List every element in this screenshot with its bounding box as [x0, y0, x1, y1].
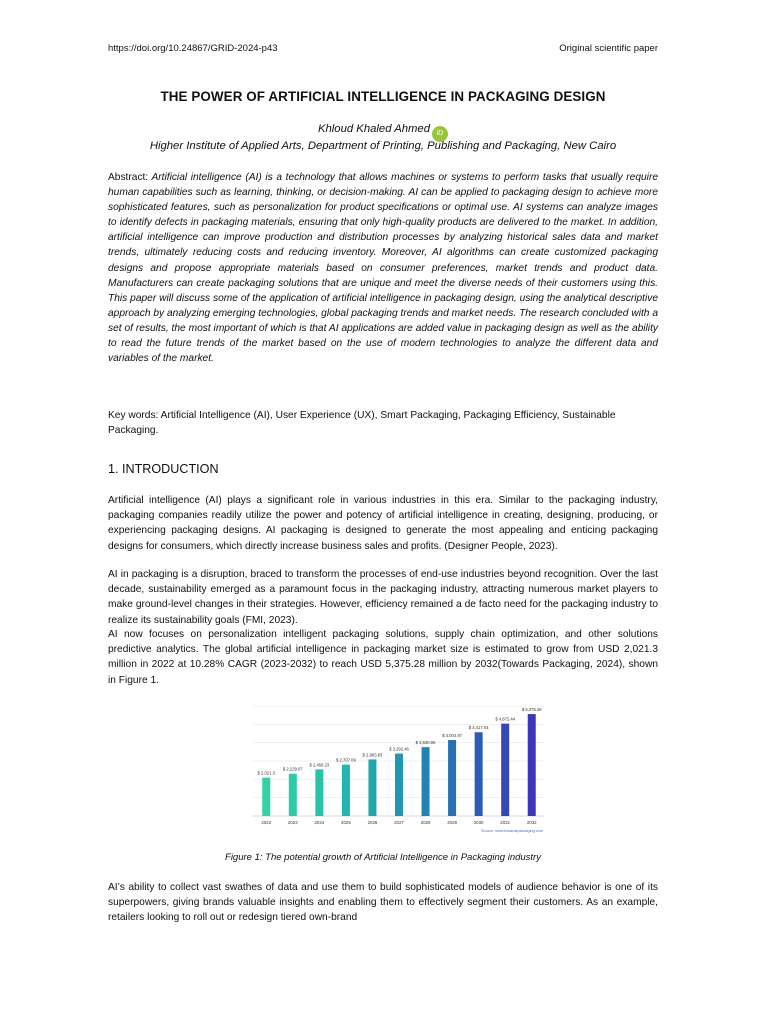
paragraph-1: Artificial intelligence (AI) plays a significant role in various industries in this era. Similar to the packaging industry, packaging companies readily utilize the power and potency of artificial intelligence in creating, designing, producing, or experiencing packaging designs. AI packaging is designed to generate the most appealing and enticing packaging designs for consumers, which directly increase business sales and profits. (Designer People, 2023). [108, 495, 658, 552]
x-tick-label: 2026 [367, 820, 378, 825]
page-header [108, 43, 658, 57]
data-label: $ 2,021.3 [257, 770, 276, 776]
data-label: $ 4,417.04 [468, 725, 489, 731]
x-tick-label: 2022 [261, 820, 272, 825]
abstract [108, 170, 658, 366]
affiliation: Higher Institute of Applied Arts, Department of Printing, Publishing and Packaging, New Cairo [149, 140, 617, 152]
abstract-text: Artificial intelligence (AI) is a technology that allows machines or systems to perform tasks that usually require human capabilities such as learning, thinking, or decision-making. AI can be applied to packaging design to achieve more sophisticated features, such as personalization for product specifications or optimal use. AI systems can analyze images to identify defects in packaging materials, ensuring that only high-quality products are delivered to the market. In addition, artificial intelligence can improve production and distribution processes by analyzing historical sales data and market trends, ultimately reducing costs and reducing inventory. Moreover, AI algorithms can create customized packaging designs and propose appropriate materials based on consumer preferences, market trends and product data. Manufacturers can create packaging solutions that are unique and meet the diverse needs of their customers using this. This paper will discuss some of the application of artificial intelligence in packaging design, using the analytical descriptive approach by analyzing emerging technologies, global packaging trends and market needs. The research concluded with a set of results, the most important of which is that AI applications are added value in packaging design as well as the ability to read the future trends of the market based on the use of modern technologies to analyze the different data and variables of the market. [108, 172, 658, 365]
paragraph-2: AI in packaging is a disruption, braced to transform the processes of end-use industries beyond recognition. Over the last decade, sustainability emerged as a paramount focus in the packaging industry, attracting numerous market players to make ground-level changes in their strategies. However, efficiency remained a de facto need for the packaging industry to realize its sustainability goals (FMI, 2023). [108, 569, 658, 626]
section-heading: 1. INTRODUCTION [108, 462, 219, 476]
doi-link[interactable]: https://doi.org/10.24867/GRID-2024-p43 [108, 43, 278, 54]
data-label: $ 5,375.28 [521, 707, 542, 713]
bar [422, 747, 430, 816]
x-tick-label: 2027 [394, 820, 404, 825]
figure-caption: Figure 1: The potential growth of Artificial Intelligence in Packaging industry [225, 852, 541, 863]
paper-type: Original scientific paper [559, 43, 658, 54]
data-label: $ 3,292.46 [389, 746, 409, 752]
data-label: $ 3,630.95 [415, 740, 436, 746]
keywords-text: Artificial Intelligence (AI), User Experience (UX), Smart Packaging, Packaging Efficiency, Sustainable Packaging. [108, 410, 616, 437]
x-tick-label: 2030 [473, 820, 484, 825]
data-label: $ 2,983.83 [362, 752, 383, 758]
paragraph-4: AI’s ability to collect vast swathes of data and use them to build sophisticated models of audience behavior is one of its superpowers, giving brands valuable insights and enabling them to effectively segment their customers. As an example, retailers looking to roll out or redesign tiered own-brand [108, 882, 658, 924]
bar [262, 778, 270, 816]
keywords [108, 408, 658, 438]
data-label: $ 2,458.23 [309, 762, 330, 768]
chart-source: Source: www.towardspackaging.com [480, 829, 543, 833]
x-tick-label: 2029 [447, 820, 457, 825]
x-tick-label: 2025 [341, 820, 351, 825]
bar [395, 754, 403, 816]
bar [315, 769, 323, 816]
data-label: $ 2,229.07 [282, 766, 303, 772]
bar-chart [245, 700, 550, 838]
bar [342, 765, 350, 816]
bar [289, 774, 297, 816]
x-tick-label: 2032 [526, 820, 537, 825]
x-tick-label: 2028 [420, 820, 431, 825]
x-tick-label: 2023 [287, 820, 298, 825]
author-name: Khloud Khaled Ahmed [317, 123, 430, 135]
figure-1-chart [245, 700, 550, 838]
bar [501, 724, 509, 816]
data-label: $ 2,707.09 [336, 757, 356, 763]
bar [528, 714, 536, 816]
abstract-label: Abstract: [108, 172, 149, 183]
bar [475, 732, 483, 816]
x-tick-label: 2031 [500, 820, 511, 825]
bar [448, 740, 456, 816]
keywords-label: Key words: [108, 410, 159, 421]
data-label: $ 4,872.44 [495, 716, 516, 722]
x-tick-label: 2024 [314, 820, 325, 825]
data-label: $ 4,004.97 [442, 733, 462, 739]
paragraph-3: AI now focuses on personalization intelligent packaging solutions, supply chain optimization, and other solutions predictive analytics. The global artificial intelligence in packaging market size is estimated to grow from USD 2,021.3 million in 2022 at 10.28% CAGR (2023-2032) to reach USD 5,375.28 million by 2032(Towards Packaging, 2024), shown in Figure 1. [108, 629, 658, 686]
orcid-icon[interactable]: iD [432, 126, 448, 142]
bar [368, 759, 376, 816]
paper-title: THE POWER OF ARTIFICIAL INTELLIGENCE IN PACKAGING DESIGN [160, 89, 606, 104]
